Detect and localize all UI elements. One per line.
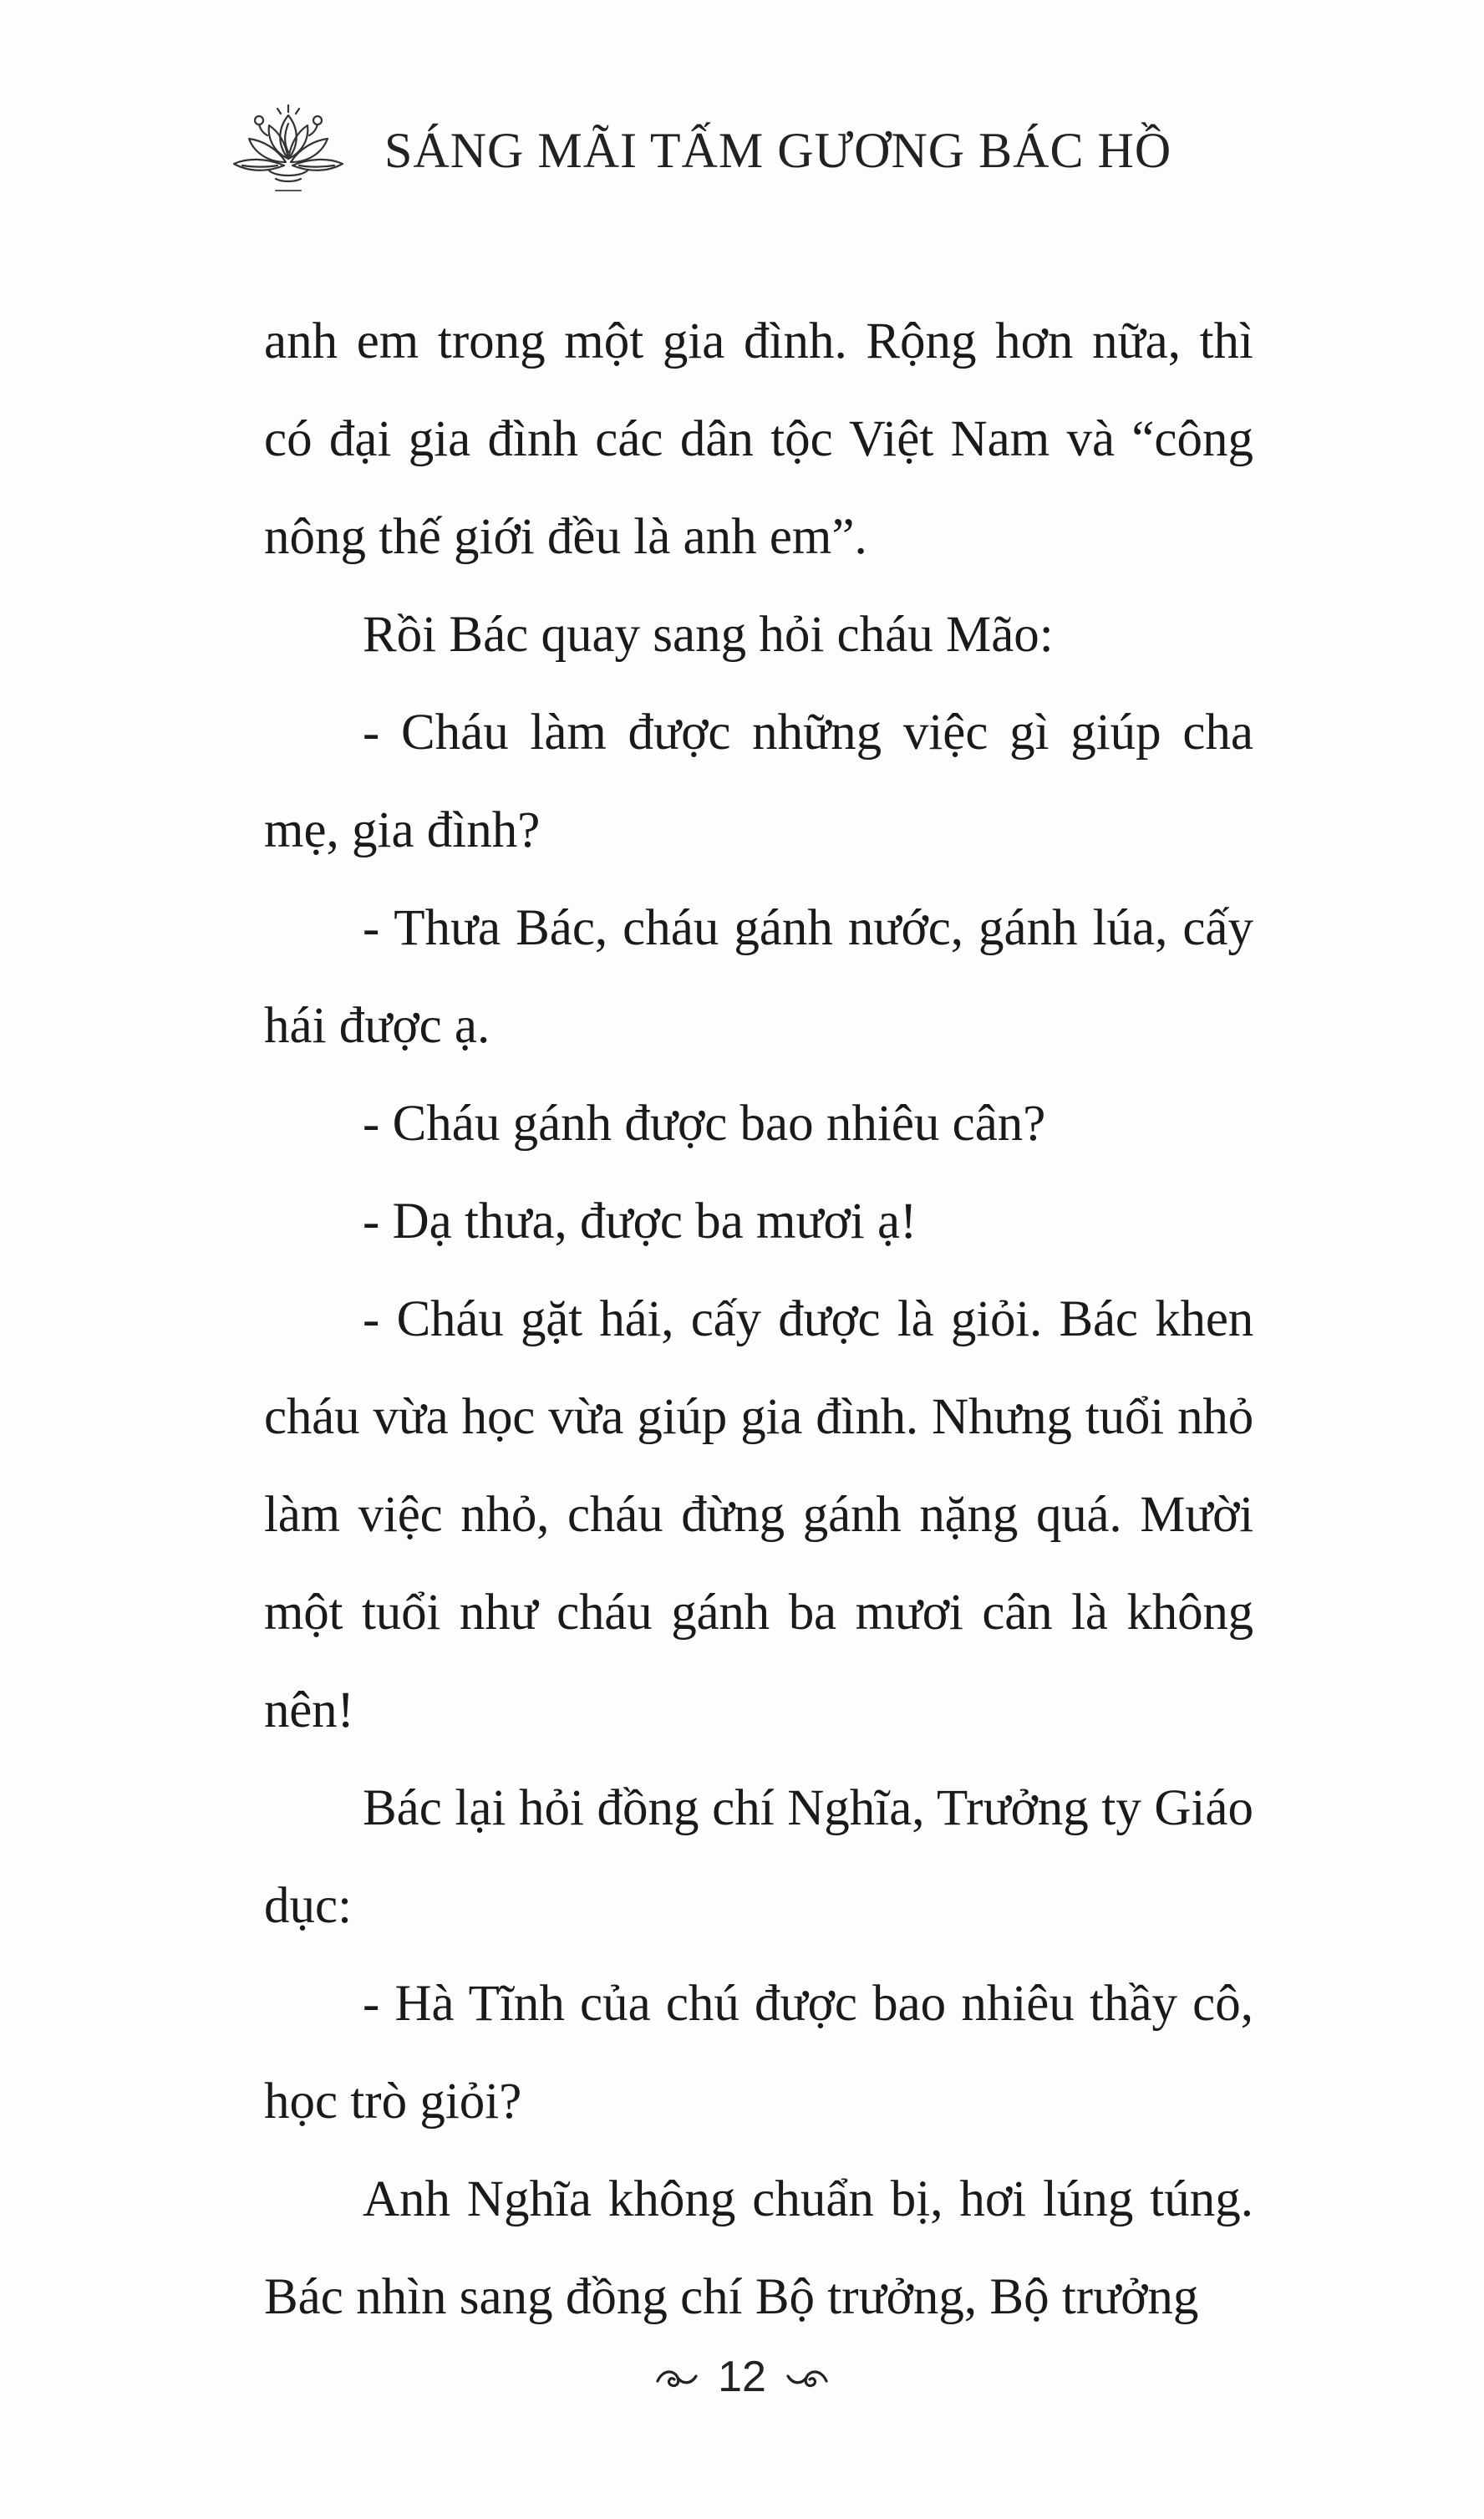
swirl-left-icon — [654, 2363, 699, 2391]
paragraph-4: - Thưa Bác, cháu gánh nước, gánh lúa, cấy hái được ạ. — [264, 900, 1253, 1054]
paragraph-7: - Cháu gặt hái, cấy được là giỏi. Bác khen cháu vừa học vừa giúp gia đình. Nhưng tuổi nhỏ làm việc nhỏ, cháu đừng gánh nặng quá. Mười một tuổi như cháu gánh ba mươi cân là không nên! — [264, 1291, 1253, 1738]
page-folio — [0, 2355, 1484, 2399]
paragraph-1: anh em trong một gia đình. Rộng hơn nữa, thì có đại gia đình các dân tộc Việt Nam và “công nông thế giới đều là anh em”. — [264, 313, 1253, 565]
running-header — [226, 99, 1171, 197]
page-number: 12 — [718, 2353, 766, 2401]
lotus-icon — [226, 99, 351, 197]
paragraph-5: - Cháu gánh được bao nhiêu cân? — [363, 1096, 1046, 1152]
swirl-right-icon — [785, 2363, 830, 2391]
paragraph-3: - Cháu làm được những việc gì giúp cha mẹ, gia đình? — [264, 705, 1253, 858]
paragraph-2: Rồi Bác quay sang hỏi cháu Mão: — [363, 607, 1054, 663]
body-text — [264, 293, 1253, 2346]
paragraph-6: - Dạ thưa, được ba mươi ạ! — [363, 1193, 917, 1249]
paragraph-8: Bác lại hỏi đồng chí Nghĩa, Trưởng ty Giáo dục: — [264, 1780, 1253, 1934]
paragraph-10: Anh Nghĩa không chuẩn bị, hơi lúng túng. Bác nhìn sang đồng chí Bộ trưởng, Bộ trưởng — [264, 2171, 1253, 2325]
running-header-title: SÁNG MÃI TẤM GƯƠNG BÁC HỒ — [384, 122, 1172, 178]
paragraph-9: - Hà Tĩnh của chú được bao nhiêu thầy cô, học trò giỏi? — [264, 1976, 1253, 2130]
